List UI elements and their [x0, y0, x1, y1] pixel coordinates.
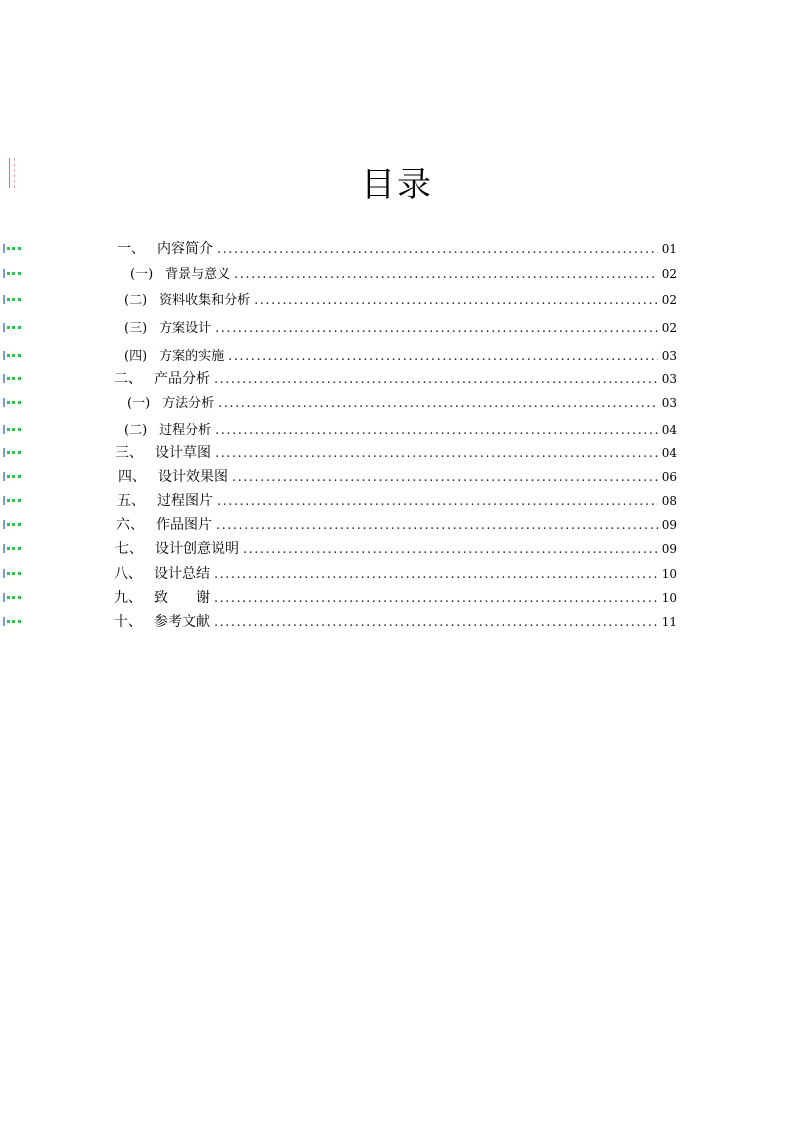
toc-entry-label: 设计草图 — [155, 445, 211, 461]
paragraph-marker-icon — [3, 593, 21, 602]
toc-entry-page: 06 — [661, 470, 677, 484]
toc-entry-page: 08 — [661, 494, 677, 508]
dot-leader — [214, 567, 658, 582]
toc-entry-page: 10 — [661, 567, 677, 581]
toc-entry-page: 01 — [661, 242, 677, 256]
toc-entry-label: 方法分析 — [162, 396, 215, 411]
toc-entry-label: 作品图片 — [156, 517, 212, 533]
toc-entry-number: 一、 — [117, 241, 145, 257]
paragraph-marker-icon — [3, 496, 21, 505]
toc-entry[interactable] — [0, 587, 794, 607]
dot-leader — [215, 321, 658, 336]
toc-entry-page: 11 — [661, 615, 677, 629]
toc-entry-number: 九、 — [114, 590, 142, 606]
toc-entry[interactable] — [0, 490, 794, 510]
toc-entry-number: 五、 — [117, 493, 145, 509]
toc-entry-number: (一) — [127, 396, 151, 411]
dot-leader — [228, 349, 658, 364]
toc-entry[interactable] — [0, 514, 794, 534]
toc-entry[interactable] — [0, 238, 794, 258]
paragraph-marker-icon — [3, 374, 21, 383]
toc-entry-label: 产品分析 — [154, 371, 210, 387]
toc-entry-number: 六、 — [116, 517, 144, 533]
toc-entry-page: 02 — [661, 321, 677, 335]
toc-entry[interactable] — [0, 419, 794, 439]
toc-entry-number: (二) — [124, 293, 148, 308]
dot-leader — [214, 372, 658, 387]
paragraph-marker-icon — [3, 244, 21, 253]
toc-entry-page: 02 — [661, 267, 677, 281]
toc-entry-number: 二、 — [114, 371, 142, 387]
toc-entry-number: (一) — [130, 267, 154, 282]
dot-leader — [217, 242, 658, 257]
toc-entry-page: 09 — [661, 542, 677, 556]
toc-entry-label: 资料收集和分析 — [159, 293, 251, 308]
toc-entry-page: 03 — [661, 372, 677, 386]
toc-entry-number: 十、 — [114, 614, 142, 630]
toc-entry-page: 02 — [661, 293, 677, 307]
dot-leader — [232, 470, 658, 485]
dot-leader — [214, 615, 658, 630]
toc-entry-label: 过程图片 — [157, 493, 213, 509]
dot-leader — [217, 494, 658, 509]
paragraph-marker-icon — [3, 448, 21, 457]
toc-entry-label: 方案设计 — [159, 321, 212, 336]
page-title: 目录 — [361, 165, 433, 205]
paragraph-marker-icon — [3, 323, 21, 332]
toc-entry[interactable] — [0, 368, 794, 388]
toc-entry-label: 致 谢 — [154, 590, 210, 606]
toc-entry-number: (二) — [124, 423, 148, 438]
toc-entry-label: 参考文献 — [154, 614, 210, 630]
toc-entry-number: 四、 — [118, 469, 146, 485]
dot-leader — [216, 518, 658, 533]
toc-entry[interactable] — [0, 289, 794, 309]
paragraph-marker-icon — [3, 295, 21, 304]
toc-entry[interactable] — [0, 263, 794, 283]
toc-entry-number: 八、 — [114, 566, 142, 582]
paragraph-marker-icon — [3, 520, 21, 529]
toc-entry[interactable] — [0, 466, 794, 486]
toc-entry[interactable] — [0, 317, 794, 337]
paragraph-marker-icon — [3, 569, 21, 578]
dot-leader — [234, 267, 658, 282]
toc-entry-page: 03 — [661, 349, 677, 363]
toc-entry-label: 设计效果图 — [158, 469, 228, 485]
toc-entry-number: (三) — [124, 321, 148, 336]
toc-entry[interactable] — [0, 345, 794, 365]
toc-entry[interactable] — [0, 392, 794, 412]
toc-entry-number: 七、 — [115, 541, 143, 557]
toc-entry-label: 设计创意说明 — [155, 541, 239, 557]
dot-leader — [254, 293, 658, 308]
dot-leader — [215, 423, 658, 438]
toc-entry[interactable] — [0, 442, 794, 462]
dot-leader — [243, 542, 658, 557]
toc-entry-page: 04 — [661, 446, 677, 460]
paragraph-marker-icon — [3, 617, 21, 626]
dot-leader — [218, 396, 658, 411]
toc-entry-label: 背景与意义 — [165, 267, 231, 282]
dot-leader — [214, 591, 658, 606]
toc-entry-label: 方案的实施 — [159, 349, 225, 364]
paragraph-marker-icon — [3, 425, 21, 434]
toc-entry-page: 04 — [661, 423, 677, 437]
toc-entry-label: 过程分析 — [159, 423, 212, 438]
paragraph-marker-icon — [3, 269, 21, 278]
toc-entry-label: 设计总结 — [154, 566, 210, 582]
paragraph-marker-icon — [3, 472, 21, 481]
paragraph-marker-icon — [3, 398, 21, 407]
toc-entry-number: (四) — [124, 349, 148, 364]
toc-entry[interactable] — [0, 538, 794, 558]
toc-entry[interactable] — [0, 563, 794, 583]
toc-entry[interactable] — [0, 611, 794, 631]
dot-leader — [215, 446, 658, 461]
paragraph-marker-icon — [3, 351, 21, 360]
toc-entry-number: 三、 — [115, 445, 143, 461]
toc-entry-label: 内容简介 — [157, 241, 213, 257]
toc-entry-page: 09 — [661, 518, 677, 532]
toc-entry-page: 10 — [661, 591, 677, 605]
paragraph-marker-icon — [3, 544, 21, 553]
toc-entry-page: 03 — [661, 396, 677, 410]
